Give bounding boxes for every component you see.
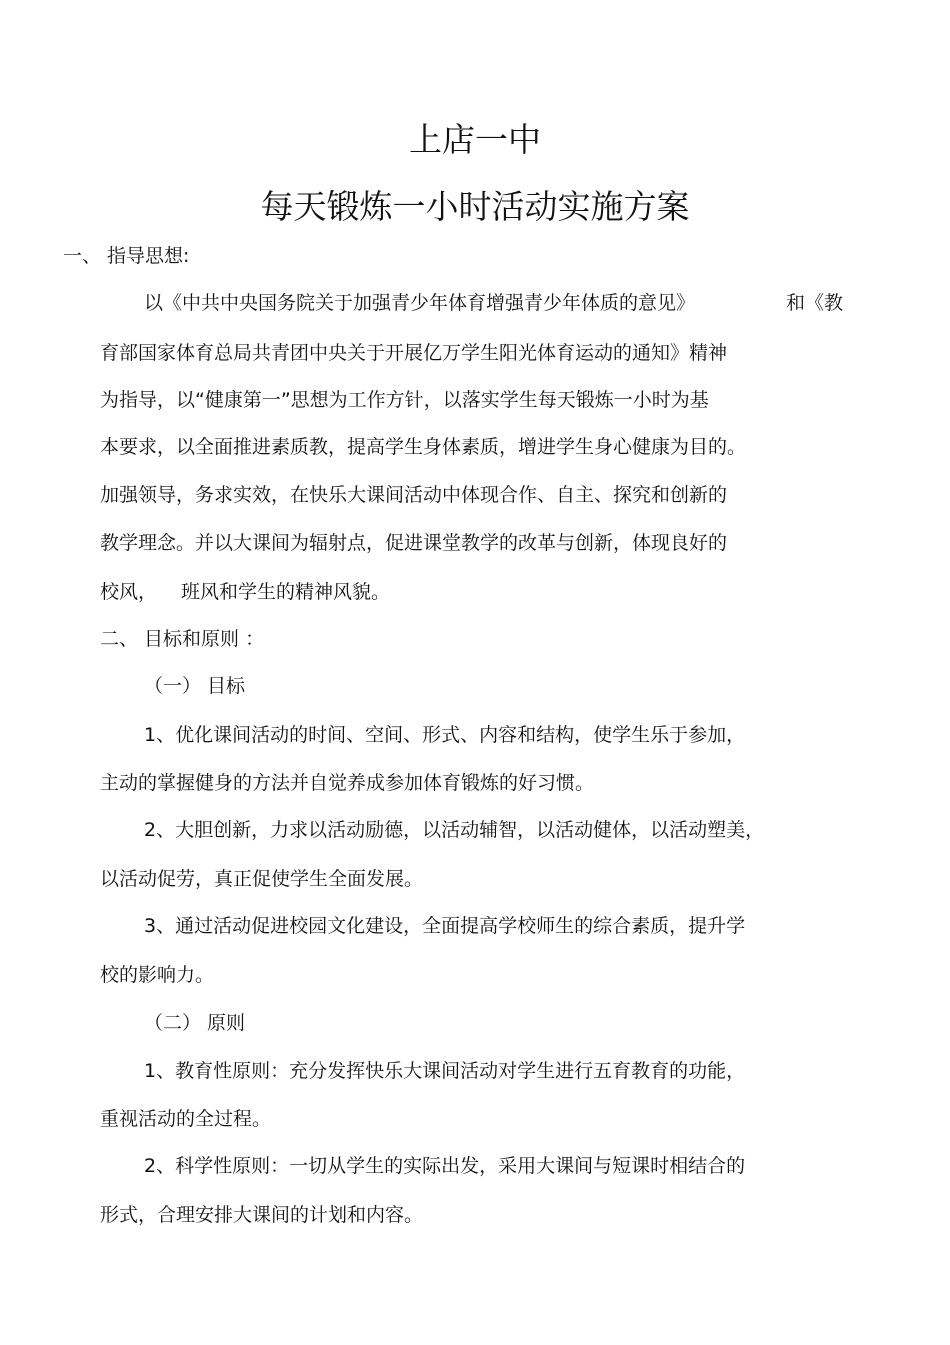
paragraph-line: 1、优化课间活动的时间、空间、形式、内容和结构，使学生乐于参加， — [144, 724, 746, 746]
paragraph-line: 以《中共中央国务院关于加强青少年体育增强青少年体质的意见》 — [144, 292, 696, 314]
paragraph-line: 2、大胆创新，力求以活动励德，以活动辅智，以活动健体，以活动塑美， — [144, 819, 765, 841]
paragraph-line: 教学理念。并以大课间为辐射点，促进课堂教学的改革与创新，体现良好的 — [100, 532, 728, 554]
paragraph-line: 重视活动的全过程。 — [100, 1108, 272, 1130]
school-name: 上店一中 — [409, 120, 541, 159]
subsection-heading-goals: （一） 目标 — [144, 675, 246, 697]
paragraph-line: 1、教育性原则：充分发挥快乐大课间活动对学生进行五育教育的功能， — [144, 1060, 746, 1082]
section-heading-guiding-thought: 一、 指导思想: — [63, 245, 190, 267]
paragraph-line: 2、科学性原则：一切从学生的实际出发，采用大课间与短课时相结合的 — [144, 1155, 746, 1177]
paragraph-line: 3、通过活动促进校园文化建设，全面提高学校师生的综合素质，提升学 — [144, 915, 746, 937]
paragraph-line: 和《教 — [786, 292, 844, 314]
paragraph-line: 校的影响力。 — [100, 964, 215, 986]
paragraph-line: 为指导，以“健康第一”思想为工作方针，以落实学生每天锻炼一小时为基 — [100, 389, 709, 411]
paragraph-line: 校风， — [100, 581, 158, 603]
paragraph-line: 以活动促劳，真正促使学生全面发展。 — [100, 868, 424, 890]
subsection-heading-principles: （二） 原则 — [144, 1012, 246, 1034]
paragraph-line: 育部国家体育总局共青团中央关于开展亿万学生阳光体育运动的通知》精神 — [100, 342, 728, 364]
paragraph-line: 加强领导，务求实效，在快乐大课间活动中体现合作、自主、探究和创新的 — [100, 484, 728, 506]
paragraph-line: 班风和学生的精神风貌。 — [181, 581, 391, 603]
document-title: 每天锻炼一小时活动实施方案 — [260, 187, 690, 226]
section-heading-goals-principles: 二、 目标和原则 ： — [100, 628, 265, 650]
paragraph-line: 本要求，以全面推进素质教，提高学生身体素质，增进学生身心健康为目的。 — [100, 436, 747, 458]
paragraph-line: 形式，合理安排大课间的计划和内容。 — [100, 1204, 424, 1226]
paragraph-line: 主动的掌握健身的方法并自觉养成参加体育锻炼的好习惯。 — [100, 772, 595, 794]
